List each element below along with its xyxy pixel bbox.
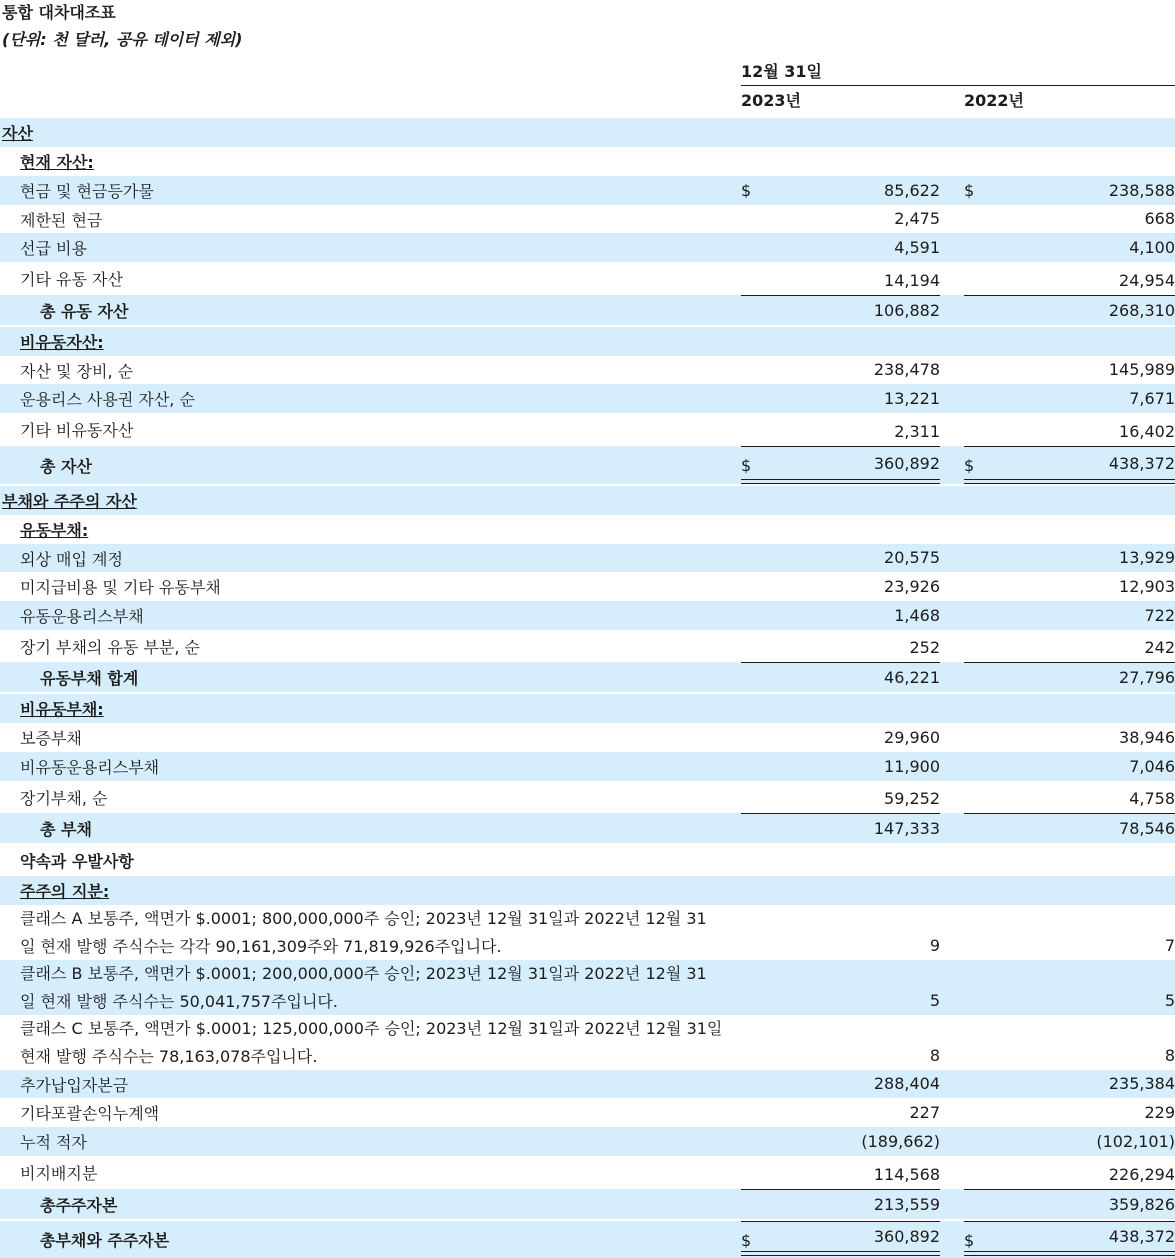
row-aoci [0,1098,1175,1127]
value-2023: 2,475 [894,209,940,228]
value-2022: 5 [1164,991,1175,1010]
value-2022: 238,588 [1108,181,1175,200]
period-header: 12월 31일 [741,59,1175,86]
subsection-equity [0,876,1175,905]
value-2022: 268,310 [1108,301,1175,320]
row-label: 보증부채 [20,729,82,748]
value-2023: 29,960 [884,728,940,747]
dollar-sign: $ [964,456,975,475]
rule [741,446,940,447]
row-rou [0,384,1175,413]
dollar-sign: $ [964,1231,975,1250]
value-2023: 238,478 [873,360,940,379]
row-label: 미지급비용 및 기타 유동부채 [20,578,221,597]
row-restricted-cash [0,205,1175,233]
value-2022: 226,294 [1108,1165,1175,1184]
year-header-2022: 2022년 [964,88,1175,119]
value-2023: 46,221 [884,668,940,687]
value-2022: 145,989 [1108,360,1175,379]
value-2022: 16,402 [1119,422,1175,441]
row-label: 총주주자본 [40,1195,118,1215]
row-accumulated-deficit [0,1127,1175,1156]
value-2022: 8 [1164,1046,1175,1065]
value-2022: 4,100 [1129,238,1175,257]
row-label: 비지배지분 [20,1164,98,1183]
row-label [20,1015,740,1070]
rule [964,1221,1175,1222]
row-label: 유동부채 합계 [40,668,139,688]
row-label: 제한된 현금 [20,210,103,230]
row-label: 외상 매입 계정 [20,549,123,569]
row-total-equity [0,1189,1175,1219]
row-label: 총부채와 주주자본 [40,1231,170,1250]
dollar-sign: $ [741,456,752,475]
rule [741,295,940,296]
row-total-current-assets [0,295,1175,325]
value-2023: 106,882 [873,301,940,320]
value-2022: 12,903 [1119,577,1175,596]
value-2023: 114,568 [873,1165,940,1184]
row-total-current-liabilities [0,662,1175,692]
subsection-label: 비유동자산: [20,333,104,352]
row-class-a-stock [0,905,1175,960]
row-label-line: 클래스 C 보통주, 액면가 $.0001; 125,000,000주 승인; 2023년 12월 31일과 2022년 12월 31일 [20,1018,723,1038]
row-ppe [0,356,1175,384]
row-current-lease-liability [0,601,1175,630]
value-2023: 14,194 [884,271,940,290]
value-2022: 438,372 [1108,1227,1175,1246]
row-label-line: 클래스 A 보통주, 액면가 $.0001; 800,000,000주 승인; 2023년 12월 31일과 2022년 12월 31 [20,908,707,928]
value-2023: 85,622 [884,181,940,200]
row-commitments [0,845,1175,875]
value-2022: 242 [1144,638,1175,657]
value-2023: (189,662) [861,1132,940,1151]
value-2022: 7 [1164,936,1175,955]
subsection-label: 주주의 지분: [20,882,110,901]
value-2023: 227 [909,1103,940,1122]
row-label: 총 자산 [40,456,92,476]
double-rule [741,1251,940,1256]
row-prepaid [0,233,1175,262]
value-2022: 7,671 [1129,389,1175,408]
value-2022: 668 [1144,209,1175,228]
row-label: 추가납입자본금 [20,1075,129,1095]
value-2023: 59,252 [884,789,940,808]
row-label: 총 부채 [40,819,92,839]
row-label: 총 유동 자산 [40,301,129,321]
row-label: 운용리스 사용권 자산, 순 [20,390,195,409]
value-2023: 213,559 [873,1195,940,1214]
value-2023: 11,900 [884,757,940,776]
row-label: 기타 비유동자산 [20,421,134,440]
section-label: 부채와 주주의 자산 [2,492,137,511]
double-rule [741,479,940,484]
row-long-term-debt [0,781,1175,813]
row-other-current-assets [0,262,1175,295]
row-noncurrent-lease-liability [0,752,1175,781]
row-label: 누적 적자 [20,1133,87,1152]
value-2022: 7,046 [1129,757,1175,776]
value-2023: 252 [909,638,940,657]
value-2023: 288,404 [873,1074,940,1093]
row-label: 기타포괄손익누계액 [20,1104,160,1123]
row-total-assets [0,446,1175,484]
statement-subtitle: (단위: 천 달러, 공유 데이터 제외) [2,30,243,49]
value-2023: 8 [929,1046,940,1065]
value-2022: 27,796 [1119,668,1175,687]
row-label: 유동운용리스부채 [20,607,144,626]
row-label [20,960,740,1015]
value-2022: 438,372 [1108,454,1175,473]
row-label: 기타 유동 자산 [20,270,123,289]
row-accrued-expenses [0,572,1175,601]
row-label: 장기부채, 순 [20,788,108,808]
value-2023: 23,926 [884,577,940,596]
value-2023: 5 [929,991,940,1010]
subsection-noncurrent-assets [0,327,1175,356]
row-current-debt [0,630,1175,662]
subsection-current-assets [0,147,1175,176]
row-label: 현금 및 현금등가물 [20,182,154,201]
value-2022: 13,929 [1119,548,1175,567]
value-2023: 9 [929,936,940,955]
row-total-liabilities-equity [0,1221,1175,1258]
row-label: 장기 부채의 유동 부분, 순 [20,637,200,657]
row-class-c-stock [0,1015,1175,1070]
subsection-label: 유동부채: [20,521,89,540]
row-label: 약속과 우발사항 [20,851,134,871]
rule [741,813,940,814]
value-2022: 4,758 [1129,789,1175,808]
section-label: 자산 [2,124,33,143]
row-cash [0,176,1175,205]
value-2022: 229 [1144,1103,1175,1122]
row-label: 선급 비용 [20,239,87,258]
subsection-label: 현재 자산: [20,153,94,172]
dollar-sign: $ [741,181,752,200]
row-warranty [0,723,1175,752]
dollar-sign: $ [964,181,975,200]
value-2022: 359,826 [1108,1195,1175,1214]
statement-title: 통합 대차대조표 [2,3,116,22]
row-label-line: 클래스 B 보통주, 액면가 $.0001; 200,000,000주 승인; 2023년 12월 31일과 2022년 12월 31 [20,963,707,983]
value-2022: 38,946 [1119,728,1175,747]
section-assets [0,118,1175,147]
value-2023: 13,221 [884,389,940,408]
double-rule [964,1251,1175,1256]
rule [964,813,1175,814]
double-rule [964,479,1175,484]
subsection-current-liabilities [0,515,1175,544]
value-2022: 78,546 [1119,819,1175,838]
year-header-2023: 2023년 [741,88,940,119]
row-apic [0,1070,1175,1098]
section-liabilities-equity [0,486,1175,515]
value-2023: 147,333 [873,819,940,838]
value-2023: 360,892 [873,1227,940,1246]
value-2023: 360,892 [873,454,940,473]
rule [964,662,1175,663]
row-noncontrolling-interest [0,1156,1175,1189]
rule [741,662,940,663]
row-label-line: 일 현재 발행 주식수는 각각 90,161,309주와 71,819,926주입니다. [20,936,502,956]
row-other-noncurrent-assets [0,413,1175,446]
row-label-line: 일 현재 발행 주식수는 50,041,757주입니다. [20,991,338,1011]
row-class-b-stock [0,960,1175,1015]
row-label: 자산 및 장비, 순 [20,361,134,381]
dollar-sign: $ [741,1231,752,1250]
value-2023: 2,311 [894,422,940,441]
rule [964,295,1175,296]
value-2022: 722 [1144,606,1175,625]
value-2023: 4,591 [894,238,940,257]
subsection-noncurrent-liabilities [0,694,1175,723]
rule [741,1189,940,1190]
row-total-liabilities [0,813,1175,843]
subsection-label: 비유동부채: [20,700,104,719]
value-2022: 235,384 [1108,1074,1175,1093]
rule [964,446,1175,447]
row-label: 비유동운용리스부채 [20,758,160,777]
value-2022: 24,954 [1119,271,1175,290]
value-2023: 20,575 [884,548,940,567]
rule [741,1221,940,1222]
rule [964,1189,1175,1190]
row-label [20,905,740,960]
value-2022: (102,101) [1096,1132,1175,1151]
row-accounts-payable [0,544,1175,572]
value-2023: 1,468 [894,606,940,625]
row-label-line: 현재 발행 주식수는 78,163,078주입니다. [20,1046,318,1066]
